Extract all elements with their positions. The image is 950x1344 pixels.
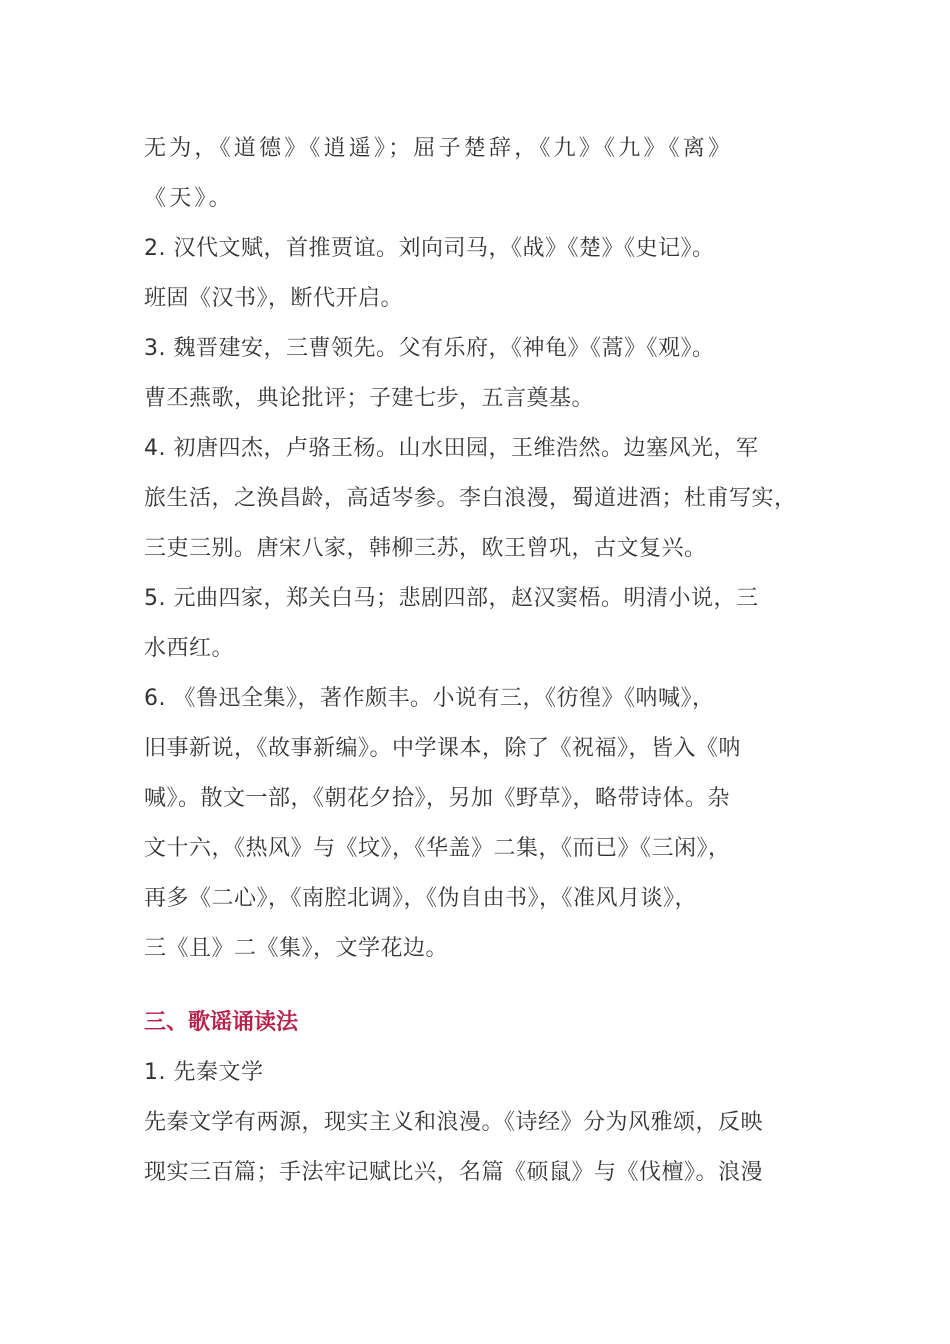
text-line: 2. 汉代文赋，首推贾谊。刘向司马，《战》《楚》《史记》。: [144, 236, 715, 261]
text-line: 旧事新说，《故事新编》。中学课本，除了《祝福》，皆入《呐: [144, 736, 742, 761]
text-line: 5. 元曲四家，郑关白马；悲剧四部，赵汉窦梧。明清小说，三: [144, 586, 759, 611]
section-heading: 三、歌谣诵读法: [144, 1010, 299, 1035]
text-line: 班固《汉书》，断代开启。: [144, 286, 404, 311]
text-line: 4. 初唐四杰，卢骆王杨。山水田园，王维浩然。边塞风光，军: [144, 436, 759, 461]
paragraph-line: 现实三百篇；手法牢记赋比兴，名篇《硕鼠》与《伐檀》。浪漫: [144, 1160, 764, 1185]
text-line: 曹丕燕歌，典论批评；子建七步，五言奠基。: [144, 386, 595, 411]
text-line: 再多《二心》，《南腔北调》，《伪自由书》，《准风月谈》，: [144, 886, 698, 911]
text-line: 文十六，《热风》与《坟》，《华盖》二集，《而已》《三闲》，: [144, 836, 731, 861]
text-line: 3. 魏晋建安，三曹领先。父有乐府，《神龟》《蒿》《观》。: [144, 336, 715, 361]
text-line: 旅生活，之涣昌龄，高适岑参。李白浪漫，蜀道进酒；杜甫写实，: [144, 486, 797, 511]
text-line: 三吏三别。唐宋八家，韩柳三苏，欧王曾巩，古文复兴。: [144, 536, 707, 561]
text-line: 6. 《鲁迅全集》，著作颇丰。小说有三，《彷徨》《呐喊》，: [144, 686, 715, 711]
text-line: 喊》。散文一部，《朝花夕拾》，另加《野草》，略带诗体。杂: [144, 786, 731, 811]
document-page: [144, 124, 844, 1198]
text-line: 《天》。: [144, 186, 234, 211]
text-line: 三《且》二《集》，文学花边。: [144, 936, 449, 961]
section-spacer: [144, 974, 844, 998]
text-line: 无为，《道德》《逍遥》；屈子楚辞，《九》《九》《离》: [144, 136, 734, 161]
subheading: 1. 先秦文学: [144, 1060, 264, 1085]
paragraph-line: 先秦文学有两源，现实主义和浪漫。《诗经》分为风雅颂，反映: [144, 1110, 764, 1135]
text-line: 水西红。: [144, 636, 235, 661]
